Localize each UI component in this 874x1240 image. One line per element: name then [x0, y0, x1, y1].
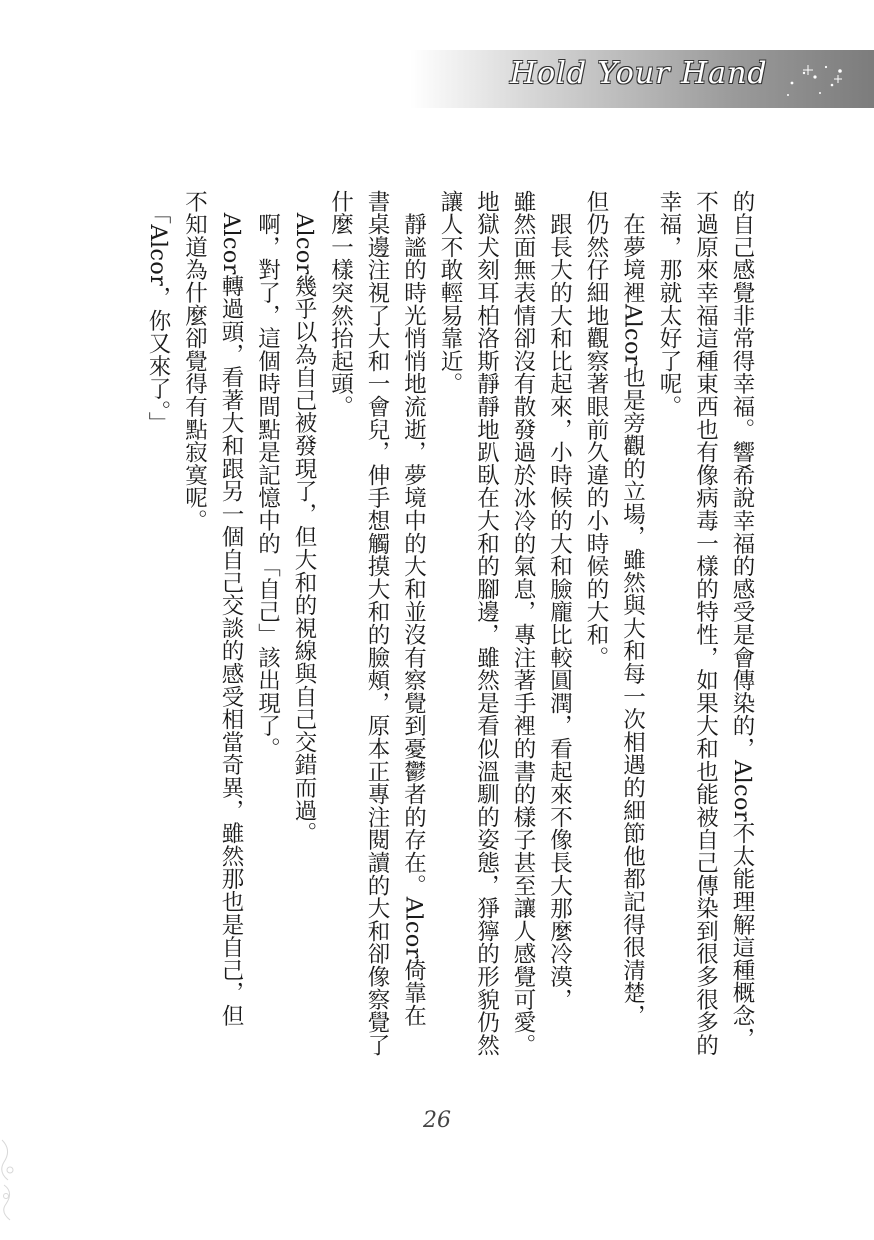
text-line: 不過原來幸福這種東西也有像病毒一樣的特性，如果大和也能被自己傳染到很多很多的 — [692, 190, 719, 1057]
header-title: Hold Your Hand — [510, 56, 768, 91]
text-line: 「Alcor，你又來了。」 — [145, 190, 171, 435]
sparkle-decoration-icon — [780, 55, 870, 105]
corner-ornament-icon — [0, 1130, 24, 1230]
text-line: 啊，對了，這個時間點是記憶中的「自己」該出現了。 — [254, 190, 281, 760]
text-line: 的自己感覺非常得幸福。響希說幸福的感受是會傳染的，Alcor不太能理解這種概念， — [729, 190, 755, 1050]
vertical-body-text — [145, 190, 760, 1090]
text-line: Alcor幾乎以為自己被發現了，但大和的視線與自己交錯而過。 — [291, 190, 317, 845]
text-line: 讓人不敢輕易靠近。 — [437, 190, 463, 396]
text-line: 在夢境裡Alcor也是旁觀的立場，雖然與大和每一次相遇的細節他都記得很清楚， — [619, 190, 646, 1028]
text-line: 書桌邊注視了大和一會兒，伸手想觸摸大和的臉頰，原本正專注閱讀的大和卻像察覺了 — [364, 190, 390, 1057]
text-line: Alcor轉過頭，看著大和跟另一個自己交談的感受相當奇異，雖然那也是自己，但 — [218, 190, 244, 1028]
text-line: 靜謐的時光悄悄地流逝，夢境中的大和並沒有察覺到憂鬱者的存在。Alcor倚靠在 — [400, 190, 427, 1028]
text-line: 但仍然仔細地觀察著眼前久違的小時候的大和。 — [583, 190, 609, 669]
text-line: 幸福，那就太好了呢。 — [656, 190, 682, 418]
text-line: 跟長大的大和比起來，小時候的大和臉龐比較圓潤，看起來不像長大那麼冷漠， — [546, 190, 573, 1011]
text-line: 什麼一樣突然抬起頭。 — [327, 190, 354, 418]
text-line: 雖然面無表情卻沒有散發過於冰冷的氣息，專注著手裡的書的樣子甚至讓人感覺可愛。 — [510, 190, 536, 1057]
text-line: 不知道為什麼卻覺得有點寂寞呢。 — [181, 190, 208, 532]
page-number: 26 — [423, 1108, 451, 1133]
text-line: 地獄犬刻耳柏洛斯靜靜地趴臥在大和的腳邊，雖然是看似溫馴的姿態，猙獰的形貌仍然 — [473, 190, 500, 1057]
